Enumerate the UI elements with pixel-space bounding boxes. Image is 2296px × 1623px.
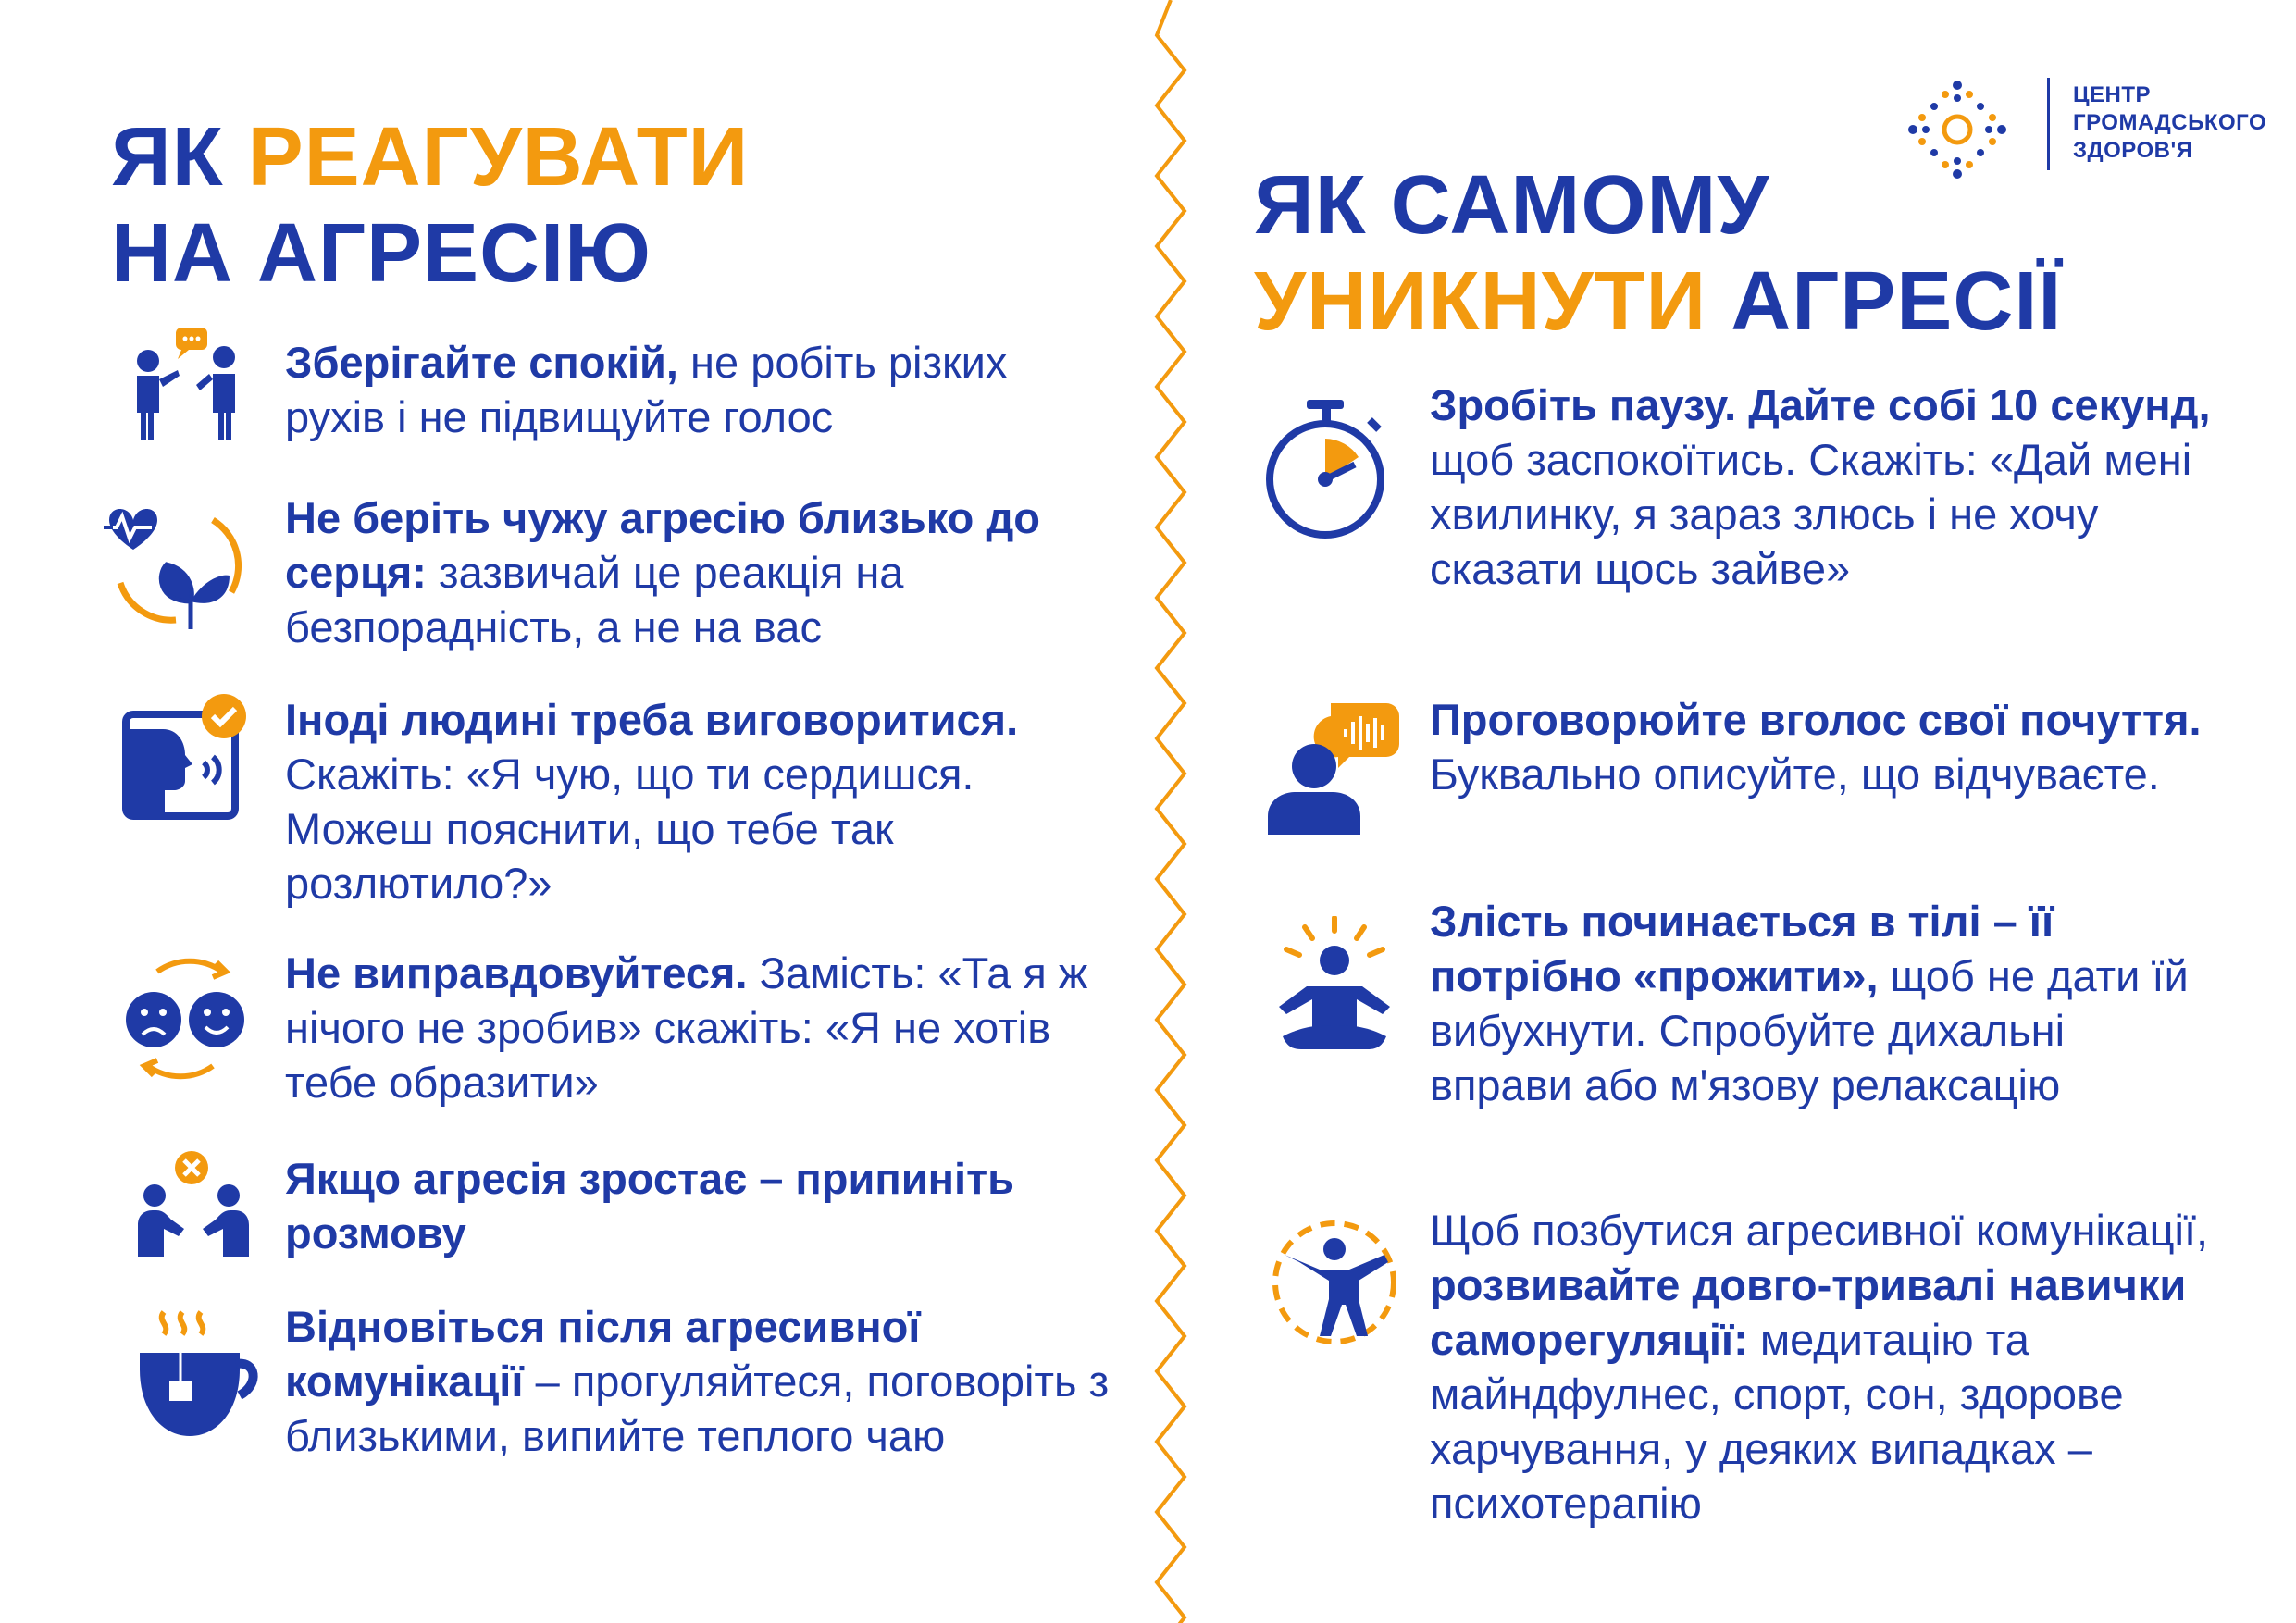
right-title: ЯК САМОМУ УНИКНУТИ АГРЕСІЇ (1254, 159, 2063, 348)
two-people-talking-icon (120, 324, 250, 444)
listening-face-check-icon (120, 692, 250, 822)
people-stop-talk-icon (134, 1147, 254, 1258)
meditating-person-icon (1270, 916, 1399, 1055)
sad-happy-faces-icon (120, 953, 250, 1083)
logo-text: ЦЕНТР ГРОМАДСЬКОГО ЗДОРОВ'Я (2073, 82, 2267, 163)
stopwatch-icon (1259, 396, 1397, 544)
tea-cup-icon (134, 1305, 264, 1443)
left-title: ЯК РЕАГУВАТИ НА АГРЕСІЮ (111, 111, 750, 300)
person-in-circle-icon (1270, 1218, 1399, 1347)
person-speaking-icon (1266, 700, 1405, 838)
heart-and-leaf-icon (102, 490, 250, 638)
logo-divider (2047, 78, 2050, 170)
zigzag-divider (1138, 0, 1203, 1623)
